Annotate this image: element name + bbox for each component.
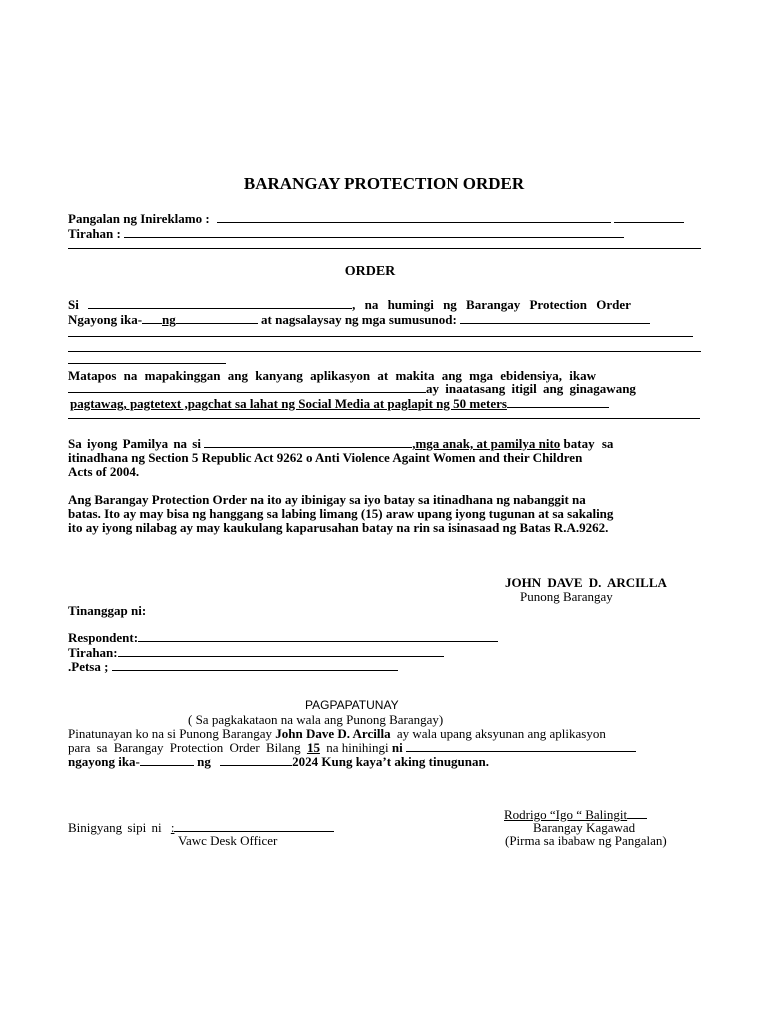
bpo-number: 15 xyxy=(306,740,320,755)
respondent-address-field: Tirahan: xyxy=(68,645,444,660)
certification-subheading: ( Sa pagkakataon na wala ang Punong Barangay) xyxy=(188,712,444,727)
order-heading: ORDER xyxy=(344,264,396,279)
prohibited-acts: pagtawag, pagtetext ,pagchat sa lahat ng Social Media at paglapit ng 50 meters xyxy=(68,396,609,411)
statement-line-1 xyxy=(68,336,693,337)
family-line: Sa iyong Pamilya na si ,mga anak, at pamilya nito batay sa xyxy=(68,436,614,451)
order-line-2: Ngayong ika- ng at nagsalaysay ng mga sumusunod: xyxy=(68,312,650,327)
signatory-name: JOHN DAVE D. ARCILLA xyxy=(505,575,667,590)
statement-line-3 xyxy=(68,363,226,364)
kagawad-name: Rodrigo “Igo “ Balingit xyxy=(504,807,647,822)
copy-officer-title: Vawc Desk Officer xyxy=(178,833,278,848)
validity-line-3: ito ay iyong nilabag ay may kaukulang kaparusahan batay na rin sa isinasaad ng Batas R.A.9262. xyxy=(68,520,609,535)
family-name-blank xyxy=(204,436,412,448)
complainant-name-field xyxy=(68,211,684,226)
date-field: .Petsa ; xyxy=(68,659,398,674)
certification-line-3: ngayong ika- ng 2024 Kung kaya’t aking tinugunan. xyxy=(68,754,489,769)
kagawad-note: (Pirma sa ibabaw ng Pangalan) xyxy=(505,833,667,848)
document-title: BARANGAY PROTECTION ORDER xyxy=(243,174,525,193)
respondent-blank xyxy=(138,630,376,642)
complainant-name-label: Pangalan ng Inireklamo : xyxy=(68,211,210,226)
kagawad-title: Barangay Kagawad xyxy=(533,820,636,835)
header-divider xyxy=(68,248,701,249)
statements-blank xyxy=(460,312,650,324)
complainant-address-blank xyxy=(124,226,624,238)
complainant-address-field xyxy=(68,226,624,241)
copy-furnished-blank xyxy=(174,820,334,832)
law-line: itinadhana ng Section 5 Republic Act 9262 o Anti Violence Againt Women and their Children xyxy=(68,450,583,465)
respondent-name-blank xyxy=(68,381,426,393)
copy-furnished-field: Binigyang sipi ni : xyxy=(68,820,334,835)
order-line-1: Si , na humingi ng Barangay Protection Order xyxy=(68,297,631,312)
certification-line-2: para sa Barangay Protection Order Bilang 15 na hinihingi ni xyxy=(68,740,636,755)
certification-heading: PAGPAPATUNAY xyxy=(305,698,399,712)
signatory-title: Punong Barangay xyxy=(520,589,613,604)
certification-name-blank xyxy=(406,740,636,752)
applicant-name-blank xyxy=(88,297,352,309)
received-by-label: Tinanggap ni: xyxy=(68,603,147,618)
complainant-name-blank xyxy=(217,211,611,223)
validity-line-2: batas. Ito ay may bisa ng hanggang sa labing limang (15) araw upang iyong tugunan at sa sakaling xyxy=(68,506,614,521)
prohibited-acts-line xyxy=(68,418,700,419)
law-year-line: Acts of 2004. xyxy=(68,464,140,479)
certification-line-1: Pinatunayan ko na si Punong Barangay John Dave D. Arcilla ay wala upang aksyunan ang aplikasyon xyxy=(68,726,606,741)
statement-line-2 xyxy=(68,351,701,352)
respondent-address-blank xyxy=(118,645,444,657)
order-findings-line: Matapos na mapakinggan ang kanyang aplikasyon at makita ang mga ebidensiya, ikaw xyxy=(68,368,597,383)
complainant-address-label: Tirahan : xyxy=(68,226,121,241)
date-blank xyxy=(112,659,398,671)
order-directive-line: ay inaatasang itigil ang ginagawang xyxy=(68,381,636,396)
validity-line-1: Ang Barangay Protection Order na ito ay ibinigay sa iyo batay sa itinadhana ng nabanggit na xyxy=(68,492,586,507)
respondent-field: Respondent: xyxy=(68,630,498,645)
